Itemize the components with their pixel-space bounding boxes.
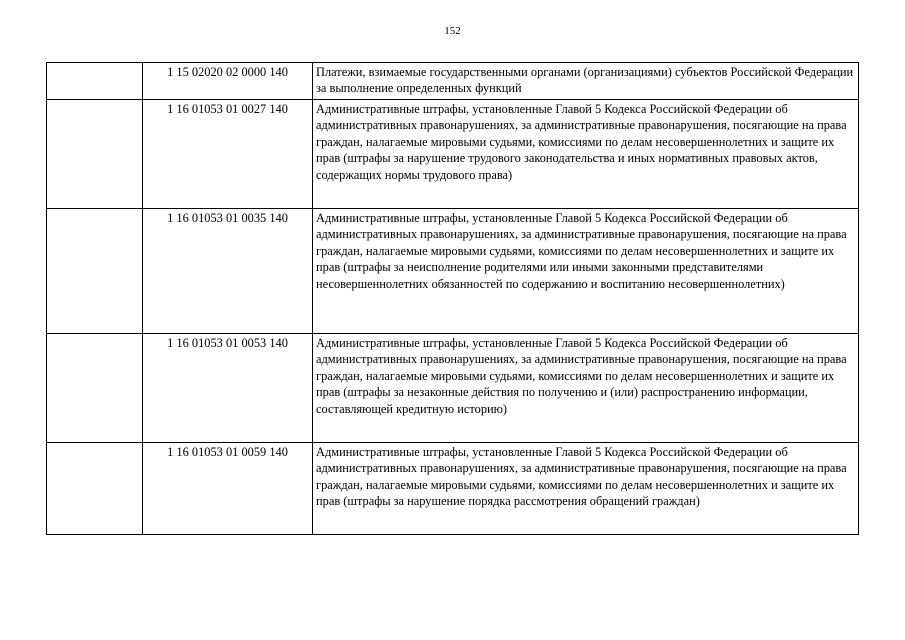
table-row xyxy=(47,209,859,334)
table-row xyxy=(47,100,859,209)
income-description-cell: Платежи, взимаемые государственными органами (организациями) субъектов Российской Федерации за выполнение определенных функций xyxy=(313,63,859,100)
table-row xyxy=(47,334,859,443)
administrator-code-cell xyxy=(47,334,143,443)
table-row xyxy=(47,443,859,535)
administrator-code-cell xyxy=(47,63,143,100)
budget-code-cell: 1 16 01053 01 0053 140 xyxy=(143,334,313,443)
table-row xyxy=(47,63,859,100)
budget-code-cell: 1 16 01053 01 0027 140 xyxy=(143,100,313,209)
income-description-cell: Административные штрафы, установленные Главой 5 Кодекса Российской Федерации об административных правонарушениях, за административные правонарушения, посягающие на права граждан, налагаемые мировыми судьями, комиссиями по делам несовершеннолетних и защите их прав (штрафы за неисполнение родителями или иными законными представителями несовершеннолетних обязанностей по содержанию и воспитанию несовершеннолетних) xyxy=(313,209,859,334)
income-description-cell: Административные штрафы, установленные Главой 5 Кодекса Российской Федерации об административных правонарушениях, за административные правонарушения, посягающие на права граждан, налагаемые мировыми судьями, комиссиями по делам несовершеннолетних и защите их прав (штрафы за нарушение порядка рассмотрения обращений граждан) xyxy=(313,443,859,535)
administrator-code-cell xyxy=(47,209,143,334)
budget-code-cell: 1 15 02020 02 0000 140 xyxy=(143,63,313,100)
administrator-code-cell xyxy=(47,100,143,209)
budget-classification-table xyxy=(46,62,859,535)
administrator-code-cell xyxy=(47,443,143,535)
budget-code-cell: 1 16 01053 01 0035 140 xyxy=(143,209,313,334)
income-description-cell: Административные штрафы, установленные Главой 5 Кодекса Российской Федерации об административных правонарушениях, за административные правонарушения, посягающие на права граждан, налагаемые мировыми судьями, комиссиями по делам несовершеннолетних и защите их прав (штрафы за незаконные действия по получению и (или) распространению информации, составляющей кредитную историю) xyxy=(313,334,859,443)
budget-code-cell: 1 16 01053 01 0059 140 xyxy=(143,443,313,535)
page-number: 152 xyxy=(444,25,461,37)
income-description-cell: Административные штрафы, установленные Главой 5 Кодекса Российской Федерации об административных правонарушениях, за административные правонарушения, посягающие на права граждан, налагаемые мировыми судьями, комиссиями по делам несовершеннолетних и защите их прав (штрафы за нарушение трудового законодательства и иных нормативных правовых актов, содержащих нормы трудового права) xyxy=(313,100,859,209)
